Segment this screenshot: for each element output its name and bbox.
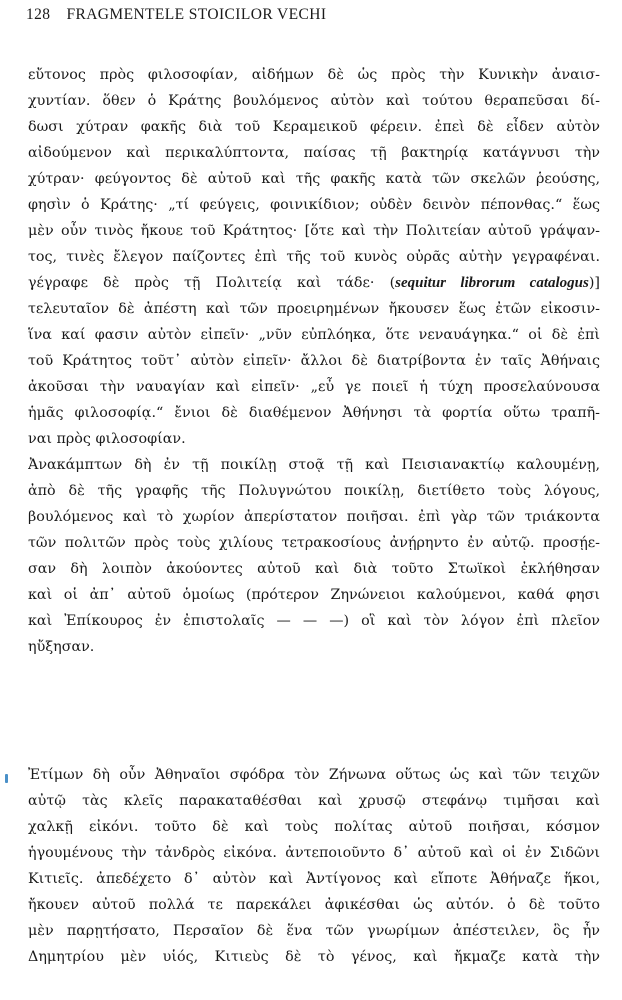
- text-line: τος, τινὲς ἔλεγον παίζοντες ἐπὶ τῆς τοῦ κυνὸς οὐρᾶς αὐτὴν γεγραφέναι.: [28, 249, 600, 265]
- text-line: Κιτιεῖς. ἀπεδέχετο δ᾽ αὐτὸν καὶ Ἀντίγονος καὶ εἴποτε Ἀθήναζε ἥκοι,: [28, 871, 600, 887]
- text-line: χαλκῇ εἰκόνι. τοῦτο δὲ καὶ τοὺς πολίτας αὐτοῦ ποιῆσαι, κόσμον: [28, 819, 600, 835]
- text-line: χυντίαν. ὅθεν ὁ Κράτης βουλόμενος αὐτὸν καὶ τούτου θεραπεῦσαι δί-: [28, 93, 600, 109]
- text-line: χύτραν· φεύγοντος δὲ αὐτοῦ καὶ τῆς φακῆς κατὰ τῶν σκελῶν ῥεούσης,: [28, 171, 600, 187]
- text-line: καὶ οἱ ἀπ᾽ αὐτοῦ ὁμοίως (πρότερον Ζηνώνειοι καλούμενοι, καθά φησι: [28, 587, 600, 603]
- text-line: Ἀνακάμπτων δὴ ἐν τῇ ποικίλῃ στοᾷ τῇ καὶ Πεισιανακτίῳ καλουμένῃ,: [28, 457, 600, 473]
- text-line: τοῦ Κράτητος τοῦτ᾽ αὐτὸν εἰπεῖν· ἄλλοι δὲ διατρίβοντα ἐν ταῖς Ἀθήναις: [28, 353, 600, 369]
- text-line: αὐτῷ τὰς κλεῖς παρακαταθέσθαι καὶ χρυσῷ στεφάνῳ τιμῆσαι καὶ: [28, 793, 600, 809]
- text-line: [28, 270, 600, 296]
- text-line: βουλόμενος καὶ τὸ χωρίον ἀπερίστατον ποιῆσαι. ἐπὶ γὰρ τῶν τριάκοντα: [28, 509, 600, 525]
- running-title: FRAGMENTELE STOICILOR VECHI: [66, 6, 327, 23]
- text-line: ἀκοῦσαι τὴν ναυαγίαν καὶ εἰπεῖν· „εὖ γε ποιεῖ ἡ τύχη προσελαύνουσα: [28, 379, 600, 395]
- text-block-2: [28, 762, 600, 970]
- text-segment: γέγραφε δὲ πρὸς τῇ Πολιτείᾳ καὶ τάδε· (: [28, 275, 396, 291]
- page-number: 128: [26, 6, 51, 23]
- text-block-1: [28, 62, 600, 660]
- text-line: ἤκουεν αὐτοῦ πολλά τε παρεκάλει ἀφικέσθαι ὡς αὐτόν. ὁ δὲ τοῦτο: [28, 897, 600, 913]
- text-line: μὲν οὖν τινὸς ἤκουε τοῦ Κράτητος· [ὅτε καὶ τὴν Πολιτείαν αὐτοῦ γράψαν-: [28, 223, 600, 239]
- text-line: ἵνα καί φασιν αὐτὸν εἰπεῖν· „νῦν εὐπλόηκα, ὅτε νεναυάγηκα.“ οἱ δὲ ἐπὶ: [28, 327, 600, 343]
- text-line: Δημητρίου μὲν υἱός, Κιτιεὺς δὲ τὸ γένος, καὶ ἤκμαζε κατὰ τὴν: [28, 949, 600, 965]
- text-line: καὶ Ἐπίκουρος ἐν ἐπιστολαῖς — — —) οἳ καὶ τὸν λόγον ἐπὶ πλεῖον: [28, 613, 600, 629]
- text-line: ηὔξησαν.: [28, 639, 95, 655]
- text-line: σαν δὴ λοιπὸν ἀκούοντες αὐτοῦ καὶ διὰ τοῦτο Στωϊκοὶ ἐκλήθησαν: [28, 561, 600, 577]
- text-line: μὲν παρῃτήσατο, Περσαῖον δὲ ἕνα τῶν γνωρίμων ἀπέστειλεν, ὃς ἦν: [28, 923, 600, 939]
- text-line: ἡμᾶς φιλοσοφίᾳ.“ ἔνιοι δὲ διαθέμενον Ἀθήνησι τὰ φορτία οὕτω τραπῆ-: [28, 405, 600, 421]
- running-header: [26, 6, 326, 24]
- text-segment: )]: [588, 275, 600, 291]
- text-line: τελευταῖον δὲ ἀπέστη καὶ τῶν προειρημένων ἤκουσεν ἕως ἐτῶν εἰκοσιν-: [28, 301, 600, 317]
- text-line: Ἐτίμων δὴ οὖν Ἀθηναῖοι σφόδρα τὸν Ζήνωνα οὕτως ὡς καὶ τῶν τειχῶν: [28, 767, 600, 783]
- catalogus-italic: sequitur librorum catalogus: [395, 275, 589, 291]
- text-line: εὔτονος πρὸς φιλοσοφίαν, αἰδήμων δὲ ὡς πρὸς τὴν Κυνικὴν ἀναισ-: [28, 67, 600, 83]
- text-line: ναι πρὸς φιλοσοφίαν.: [28, 431, 186, 447]
- text-line: ἀπὸ δὲ τῆς γραφῆς τῆς Πολυγνώτου ποικίλῃ, διετίθετο τοὺς λόγους,: [28, 483, 600, 499]
- margin-marker: [5, 774, 8, 783]
- text-line: αἰδούμενον καὶ περικαλύπτοντα, παίσας τῇ βακτηρίᾳ κατάγνυσι τὴν: [28, 145, 600, 161]
- text-line: φησὶν ὁ Κράτης· „τί φεύγεις, φοινικίδιον; οὐδὲν δεινὸν πέπονθας.“ ἕως: [28, 197, 600, 213]
- text-line: τῶν πολιτῶν πρὸς τοὺς χιλίους τετρακοσίους ἀνῄρηντο ἐν αὐτῷ. προσῄε-: [28, 535, 600, 551]
- text-line: ἡγουμένους τὴν τἀνδρὸς εἰκόνα. ἀντεποιοῦντο δ᾽ αὐτοῦ καὶ οἱ ἐν Σιδῶνι: [28, 845, 600, 861]
- text-line: δωσι χύτραν φακῆς διὰ τοῦ Κεραμεικοῦ φέρειν. ἐπεὶ δὲ εἶδεν αὐτὸν: [28, 119, 600, 135]
